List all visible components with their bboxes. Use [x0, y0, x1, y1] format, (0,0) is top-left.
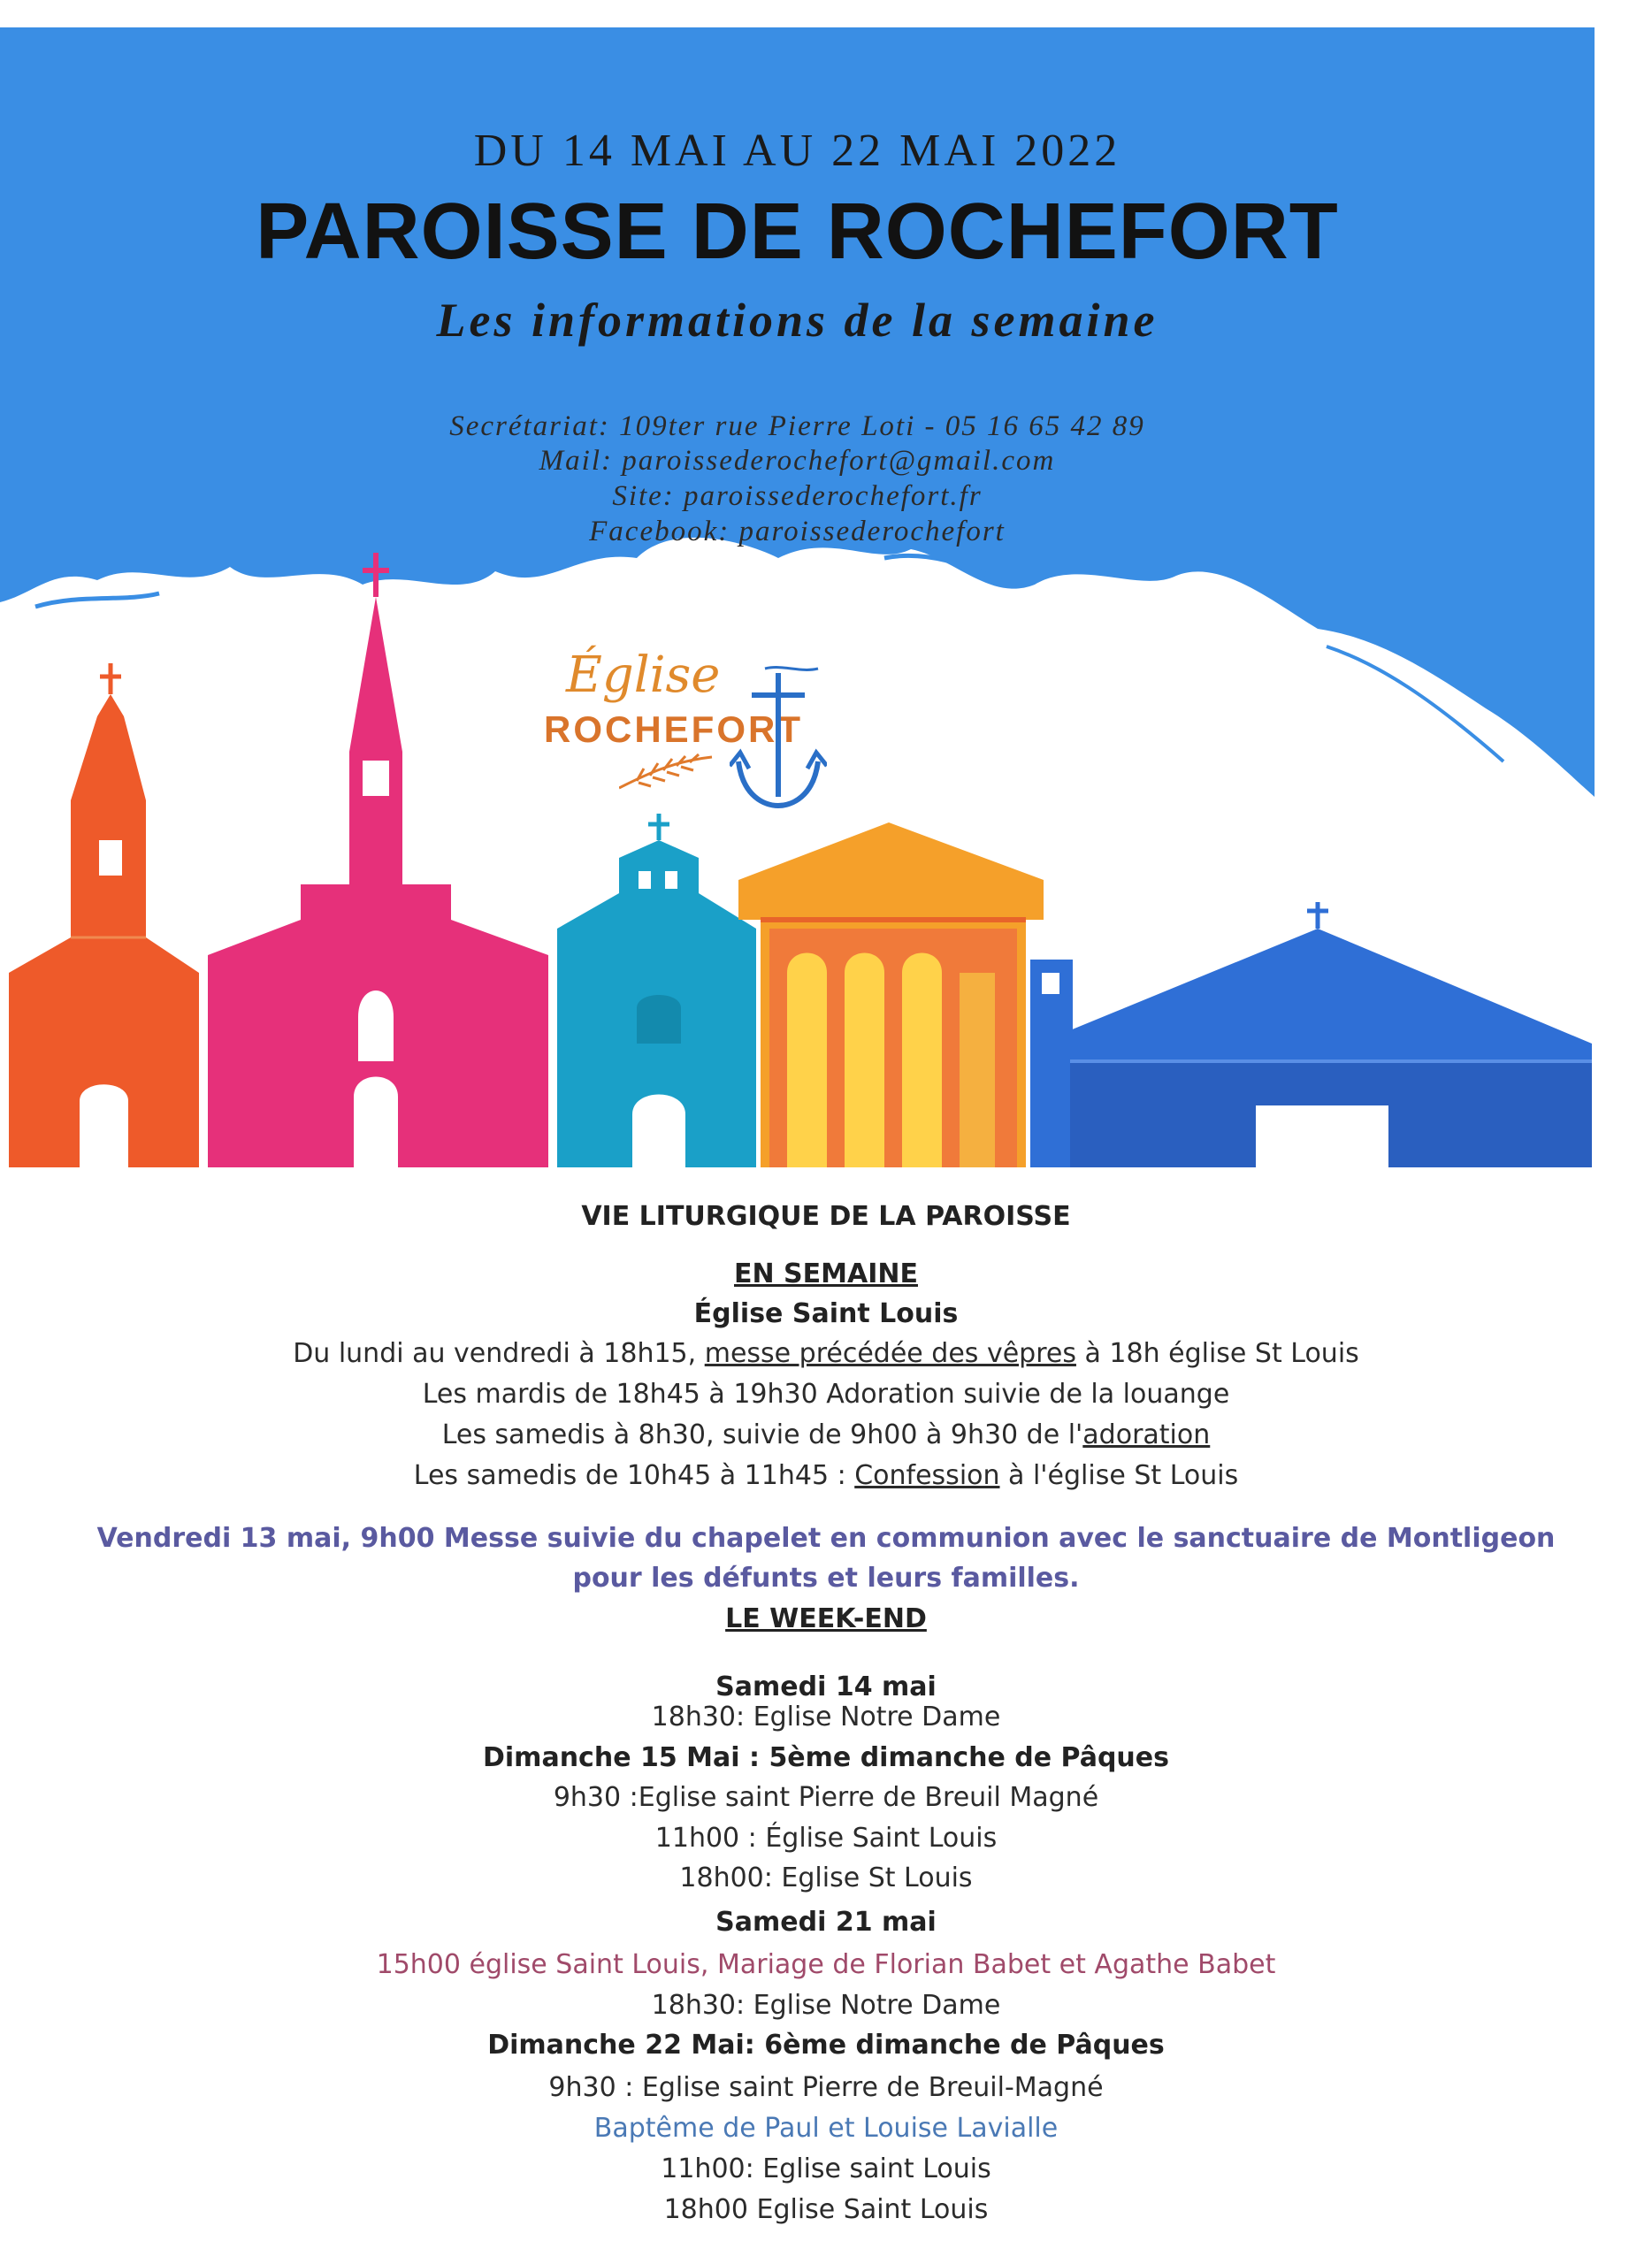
special-mass-line-1: Vendredi 13 mai, 9h00 Messe suivie du chapelet en communion avec le sanctuaire de Montligeon [96, 1523, 1556, 1554]
sunday-15-line-1: 9h30 :Eglise saint Pierre de Breuil Magné [553, 1782, 1099, 1813]
sunday-15-line-3: 18h00: Eglise St Louis [679, 1862, 973, 1893]
sunday-15-line-2: 11h00 : Église Saint Louis [654, 1823, 998, 1854]
contact-facebook[interactable]: Facebook: paroissederochefort [589, 516, 1006, 547]
liturgy-heading: VIE LITURGIQUE DE LA PAROISSE [581, 1201, 1071, 1232]
adoration-link[interactable]: adoration [1082, 1419, 1211, 1450]
pink-church [208, 553, 548, 1167]
weekday-line-3 [0, 1419, 1652, 1450]
contact-mail[interactable]: Mail: paroissederochefort@gmail.com [539, 445, 1056, 477]
weekend-heading [0, 1603, 1652, 1634]
saturday-21-wedding: 15h00 église Saint Louis, Mariage de Florian Babet et Agathe Babet [376, 1949, 1276, 1980]
sunday-15-title: Dimanche 15 Mai : 5ème dimanche de Pâques [483, 1742, 1169, 1773]
sunday-22-baptism: Baptême de Paul et Louise Lavialle [593, 2113, 1059, 2144]
saturday-14-line-1: 18h30: Eglise Notre Dame [651, 1702, 1001, 1732]
yellow-temple [738, 822, 1044, 1167]
sunday-22-line-1: 9h30 : Eglise saint Pierre de Breuil-Magné [548, 2072, 1104, 2103]
weekday-line-1-a: Du lundi au vendredi à 18h15, [293, 1338, 705, 1369]
weekend-heading-text: LE WEEK-END [725, 1603, 927, 1634]
weekday-line-4 [0, 1460, 1652, 1491]
weekday-line-1-b: à 18h église St Louis [1075, 1338, 1359, 1369]
weekday-line-4-a: Les samedis de 10h45 à 11h45 : [413, 1460, 855, 1491]
page-title: PAROISSE DE ROCHEFORT [256, 187, 1339, 276]
weekday-heading [0, 1258, 1652, 1289]
weekday-line-3-a: Les samedis à 8h30, suivie de 9h00 à 9h30 de l' [441, 1419, 1083, 1450]
saturday-21-title: Samedi 21 mai [715, 1907, 937, 1938]
saturday-14-title: Samedi 14 mai [715, 1671, 937, 1702]
weekday-line-1 [0, 1338, 1652, 1369]
sunday-22-line-3: 11h00: Eglise saint Louis [661, 2153, 991, 2184]
sunday-22-title: Dimanche 22 Mai: 6ème dimanche de Pâques [487, 2030, 1165, 2061]
sunday-22-line-4: 18h00 Eglise Saint Louis [663, 2194, 989, 2225]
weekday-heading-text: EN SEMAINE [734, 1258, 918, 1289]
weekday-line-4-b: à l'église St Louis [999, 1460, 1239, 1491]
page-subtitle: Les informations de la semaine [436, 294, 1159, 347]
date-range: DU 14 MAI AU 22 MAI 2022 [473, 126, 1121, 176]
contact-site[interactable]: Site: paroissederochefort.fr [612, 480, 983, 512]
confession-link[interactable]: Confession [854, 1460, 1000, 1491]
weekday-line-2: Les mardis de 18h45 à 19h30 Adoration suivie de la louange [422, 1379, 1230, 1410]
logo-rochefort-text: ROCHEFORT [544, 708, 803, 750]
blue-church [1030, 902, 1592, 1167]
vespers-link[interactable]: messe précédée des vêpres [704, 1338, 1076, 1369]
orange-church [9, 663, 199, 1167]
contact-secretariat: Secrétariat: 109ter rue Pierre Loti - 05 16 65 42 89 [449, 410, 1145, 442]
weekday-church: Église Saint Louis [693, 1298, 959, 1329]
saturday-21-line-2: 18h30: Eglise Notre Dame [651, 1990, 1001, 2021]
churches-skyline-illustration [0, 548, 1595, 1167]
special-mass-line-2: pour les défunts et leurs familles. [572, 1563, 1080, 1594]
teal-church [557, 814, 756, 1167]
logo-eglise-text: Église [566, 646, 721, 704]
